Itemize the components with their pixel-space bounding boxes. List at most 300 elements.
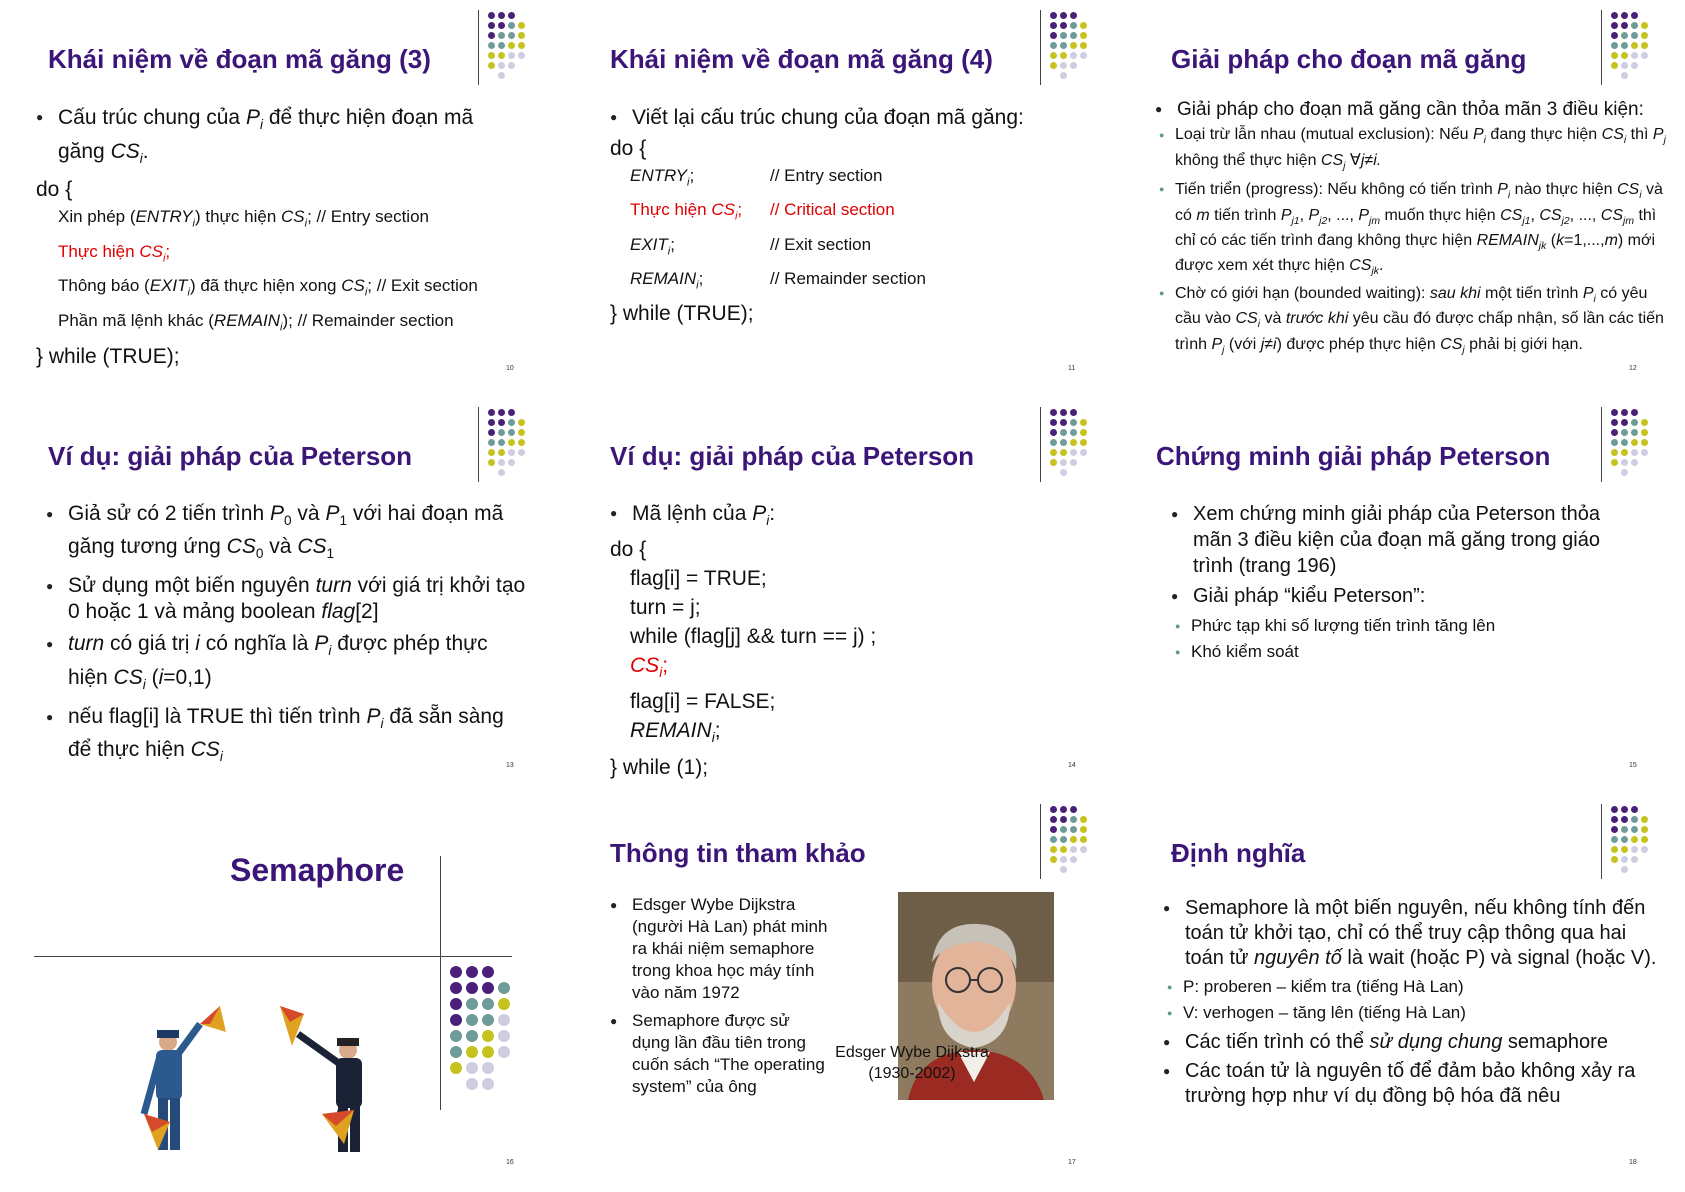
slide-body <box>1163 896 1663 1109</box>
dot <box>498 469 505 476</box>
dot <box>1080 439 1087 446</box>
sub-bullet: ● P: proberen – kiểm tra (tiếng Hà Lan) <box>1163 974 1663 1000</box>
bullet: ● Các tiến trình có thể sử dụng chung semaphore <box>1163 1030 1663 1055</box>
dot <box>1050 826 1057 833</box>
dot <box>488 12 495 19</box>
dot <box>1070 806 1077 813</box>
bullet: ● Semaphore được sử dụng lần đầu tiên trong cuốn sách “The operating system” của ông <box>610 1010 830 1098</box>
dot <box>1641 826 1648 833</box>
dot <box>1070 52 1077 59</box>
code-line: Thực hiện $CS_i$; // Critical section <box>630 200 895 223</box>
dot <box>1060 439 1067 446</box>
sailor-left-icon <box>144 1006 226 1150</box>
code-line: Thực hiện $CS_i$; <box>58 241 171 265</box>
bullet: ● Semaphore là một biến nguyên, nếu không tính đến toán tử khởi tạo, chỉ có thể truy cập thông qua hai toán tử nguyên tố là wait (hoặc P) và signal (hoặc V). <box>1163 896 1663 971</box>
code-line: $REMAIN_i$; <box>630 719 721 746</box>
sub-bullet: ● V: verhogen – tăng lên (tiếng Hà Lan) <box>1163 1000 1663 1026</box>
dot <box>1060 449 1067 456</box>
slide-10[interactable] <box>0 0 562 397</box>
dot <box>1621 866 1628 873</box>
dot <box>498 439 505 446</box>
dot <box>466 998 478 1010</box>
code-block <box>36 203 556 341</box>
dot <box>498 52 505 59</box>
slide-title: Ví dụ: giải pháp của Peterson <box>48 441 413 471</box>
caption-name: Edsger Wybe Dijkstra <box>835 1044 989 1061</box>
dot <box>488 62 495 69</box>
dot <box>1060 826 1067 833</box>
slide-18[interactable] <box>1123 794 1685 1191</box>
dot <box>1050 52 1057 59</box>
page-number: 14 <box>1068 762 1076 769</box>
dot <box>518 449 525 456</box>
divider <box>478 407 479 482</box>
code-line: do { <box>610 137 647 160</box>
dot <box>1080 449 1087 456</box>
divider <box>478 10 479 85</box>
dot <box>1611 836 1618 843</box>
sub-bullet: ● Loại trừ lẫn nhau (mutual exclusion): Nếu $P_i$ đang thực hiện $CS_i$ thì $P_j$ không thể thực hiện $CS_j$ ∀j≠i. <box>1155 125 1675 177</box>
slide-body <box>1155 98 1675 360</box>
dot <box>1050 429 1057 436</box>
dot <box>1060 846 1067 853</box>
dot <box>1050 856 1057 863</box>
dot <box>1621 419 1628 426</box>
dot <box>1050 12 1057 19</box>
dot <box>466 966 478 978</box>
dot <box>1060 459 1067 466</box>
dot <box>1060 42 1067 49</box>
dot <box>1641 449 1648 456</box>
dot <box>518 42 525 49</box>
dot <box>1060 419 1067 426</box>
page-number: 10 <box>506 365 514 372</box>
dot <box>1060 62 1067 69</box>
dot <box>508 449 515 456</box>
dot <box>488 439 495 446</box>
dot <box>1631 409 1638 416</box>
dot <box>1631 449 1638 456</box>
dot <box>1631 52 1638 59</box>
dot <box>1050 42 1057 49</box>
dot <box>1641 42 1648 49</box>
bullet: ● Cấu trúc chung của $P_i$ để thực hiện đoạn mã găng $CS_i$. <box>36 104 556 172</box>
dot <box>1070 826 1077 833</box>
dot <box>1621 409 1628 416</box>
dot <box>1621 449 1628 456</box>
bullet: ● Xem chứng minh giải pháp của Peterson thỏa mãn 3 điều kiện của đoạn mã găng trong giáo trình (trang 196) <box>1171 501 1611 579</box>
dot <box>450 1046 462 1058</box>
dot <box>1621 856 1628 863</box>
dot <box>1060 52 1067 59</box>
dot <box>1050 449 1057 456</box>
dot <box>482 966 494 978</box>
dot <box>1080 52 1087 59</box>
dot <box>1611 449 1618 456</box>
dot <box>1631 42 1638 49</box>
bullet: ● Các toán tử là nguyên tố để đảm bảo không xảy ra trường hợp như ví dụ đồng bộ hóa đã nêu <box>1163 1059 1663 1109</box>
dot <box>488 449 495 456</box>
slide-13[interactable] <box>0 397 562 794</box>
dot <box>1070 856 1077 863</box>
dot <box>1621 826 1628 833</box>
dot <box>1621 72 1628 79</box>
dot <box>488 419 495 426</box>
code-line: Thông báo $(EXIT_i)$ đã thực hiện xong $CS_i$; // Exit section <box>58 276 478 299</box>
dot <box>466 1046 478 1058</box>
dot <box>1070 816 1077 823</box>
dot <box>498 42 505 49</box>
dot <box>1050 846 1057 853</box>
dot <box>1060 469 1067 476</box>
slide-title: Semaphore <box>230 852 405 888</box>
code-line: } while (1); <box>610 755 709 779</box>
dot <box>1080 429 1087 436</box>
dot <box>1050 419 1057 426</box>
dot <box>508 32 515 39</box>
page-number: 13 <box>506 762 514 769</box>
slide-11[interactable] <box>562 0 1124 397</box>
dot <box>1070 459 1077 466</box>
dot <box>498 12 505 19</box>
dot <box>1621 32 1628 39</box>
dot <box>1050 459 1057 466</box>
code-line: do { <box>36 178 73 202</box>
dot <box>450 982 462 994</box>
divider <box>1040 407 1041 482</box>
divider <box>1040 804 1041 879</box>
dot <box>518 22 525 29</box>
sub-bullet: ● Khó kiểm soát <box>1171 639 1611 665</box>
dot <box>1050 22 1057 29</box>
dot <box>1050 816 1057 823</box>
dot <box>482 1046 494 1058</box>
dot <box>1631 836 1638 843</box>
dot <box>498 32 505 39</box>
dot <box>1631 62 1638 69</box>
dot <box>498 22 505 29</box>
dot <box>518 429 525 436</box>
dot <box>1621 806 1628 813</box>
dot <box>1080 22 1087 29</box>
dot <box>1631 429 1638 436</box>
dot <box>488 42 495 49</box>
dot <box>1050 836 1057 843</box>
code-line: $ENTRY_i$; // Entry section <box>630 166 883 189</box>
code-line: flag[i] = TRUE; <box>630 567 767 591</box>
dot <box>1621 22 1628 29</box>
dot <box>508 52 515 59</box>
dot <box>1611 816 1618 823</box>
dot <box>1611 52 1618 59</box>
slide-title: Chứng minh giải pháp Peterson <box>1156 441 1551 471</box>
slide-17[interactable] <box>562 794 1124 1191</box>
dot <box>1060 72 1067 79</box>
dot <box>1070 836 1077 843</box>
bullet: ● Viết lại cấu trúc chung của đoạn mã găng: <box>610 104 1110 131</box>
dot <box>498 429 505 436</box>
dot <box>498 72 505 79</box>
code-line: } while (TRUE); <box>610 301 754 325</box>
dot <box>1631 806 1638 813</box>
dot <box>498 62 505 69</box>
dot <box>1621 816 1628 823</box>
dot <box>498 409 505 416</box>
dot <box>508 419 515 426</box>
dot <box>1070 32 1077 39</box>
dot <box>1611 409 1618 416</box>
dot <box>1060 856 1067 863</box>
dot <box>450 1062 462 1074</box>
dot <box>1611 42 1618 49</box>
dot <box>1060 836 1067 843</box>
dot <box>1621 429 1628 436</box>
divider <box>1040 10 1041 85</box>
slide-16[interactable] <box>0 794 562 1191</box>
dot <box>1641 22 1648 29</box>
dot <box>508 409 515 416</box>
dot <box>450 966 462 978</box>
dot <box>1070 449 1077 456</box>
dot <box>1641 836 1648 843</box>
dot <box>508 439 515 446</box>
dot <box>1070 22 1077 29</box>
dot <box>450 998 462 1010</box>
dot <box>1050 439 1057 446</box>
slide-body <box>610 499 1090 782</box>
dot <box>482 1078 494 1090</box>
dot <box>498 449 505 456</box>
code-line: while (flag[j] && turn == j) ; <box>630 625 877 649</box>
dot <box>1080 419 1087 426</box>
code-line: turn = j; <box>630 596 701 620</box>
dot <box>450 1014 462 1026</box>
dot <box>1641 419 1648 426</box>
dot <box>488 52 495 59</box>
divider <box>1601 804 1602 879</box>
page-number: 12 <box>1629 365 1637 372</box>
code-line: do { <box>610 538 647 562</box>
dot <box>1621 836 1628 843</box>
dot <box>498 998 510 1010</box>
dot <box>1621 52 1628 59</box>
dot <box>1070 409 1077 416</box>
bullet: ● Giả sử có 2 tiến trình $P_0$ và $P_1$ với hai đoạn mã găng tương ứng $CS_0$ và $CS_1$ <box>46 501 526 567</box>
dot <box>1060 12 1067 19</box>
dot <box>518 419 525 426</box>
dot <box>1631 856 1638 863</box>
slide-body <box>610 104 1110 327</box>
dot <box>1611 826 1618 833</box>
dot <box>498 419 505 426</box>
dot <box>1611 439 1618 446</box>
dot <box>1050 62 1057 69</box>
dot <box>1621 846 1628 853</box>
flag-signalers-illustration <box>130 964 430 1184</box>
divider-horizontal <box>34 956 512 957</box>
dot <box>518 52 525 59</box>
code-line: $CS_i$; <box>630 654 669 681</box>
dot <box>518 32 525 39</box>
dot <box>482 1062 494 1074</box>
slide-title: Khái niệm về đoạn mã găng (4) <box>610 44 993 74</box>
dot <box>1631 459 1638 466</box>
dot <box>1611 806 1618 813</box>
dot <box>498 1030 510 1042</box>
dot <box>1060 816 1067 823</box>
code-line: Xin phép $(ENTRY_i)$ thực hiện $CS_i$; // Entry section <box>58 207 429 230</box>
code-line: } while (TRUE); <box>36 344 180 368</box>
dot <box>1060 22 1067 29</box>
bullet: ● Edsger Wybe Dijkstra (người Hà Lan) phát minh ra khái niệm semaphore trong khoa học máy tính vào năm 1972 <box>610 894 830 1004</box>
dot <box>1070 42 1077 49</box>
dot <box>508 429 515 436</box>
bullet: ● turn có giá trị i có nghĩa là $P_i$ được phép thực hiện $CS_i$ (i=0,1) <box>46 631 526 697</box>
slide-title: Khái niệm về đoạn mã găng (3) <box>48 44 431 74</box>
dot <box>508 42 515 49</box>
dot <box>1611 62 1618 69</box>
dot <box>1080 846 1087 853</box>
dot <box>482 982 494 994</box>
dot <box>1641 439 1648 446</box>
dot <box>1080 32 1087 39</box>
dot <box>1060 866 1067 873</box>
page-number: 15 <box>1629 762 1637 769</box>
dot <box>1641 816 1648 823</box>
dot <box>498 982 510 994</box>
dot <box>1621 42 1628 49</box>
dot <box>1611 459 1618 466</box>
dot <box>1641 846 1648 853</box>
dot <box>488 32 495 39</box>
divider <box>440 856 441 1110</box>
dot <box>482 998 494 1010</box>
slide-title: Định nghĩa <box>1171 838 1306 868</box>
dot <box>1050 409 1057 416</box>
dot <box>1621 469 1628 476</box>
dot <box>1070 62 1077 69</box>
sub-bullet: ● Tiến triển (progress): Nếu không có tiến trình $P_i$ nào thực hiện $CS_i$ và có m tiến trình $P_{j1}$, $P_{j2}$, ..., $P_{jm}$ muốn thực hiện $CS_{j1}$, $CS_{j2}$, ..., $CS_{jm}$ thì chỉ có các tiến trình đang không thực hiện $REMAIN_{jk}$ (k=1,...,m) mới được xem xét thực hiện $CS_{jk}$. <box>1155 180 1675 281</box>
dot <box>1080 836 1087 843</box>
page-number: 16 <box>506 1159 514 1166</box>
code-line: $REMAIN_i$; // Remainder section <box>630 269 926 292</box>
dot <box>498 1046 510 1058</box>
dot <box>498 1014 510 1026</box>
code-line: $EXIT_i$; // Exit section <box>630 234 872 258</box>
dot <box>466 1062 478 1074</box>
dot <box>466 1014 478 1026</box>
dot <box>1631 419 1638 426</box>
dot <box>488 429 495 436</box>
dot <box>482 1030 494 1042</box>
dot <box>482 1014 494 1026</box>
dot <box>1070 419 1077 426</box>
code-block <box>610 564 1090 752</box>
dot <box>1631 816 1638 823</box>
dot <box>508 12 515 19</box>
sub-bullet: ● Phức tạp khi số lượng tiến trình tăng lên <box>1171 613 1611 639</box>
dot <box>1631 439 1638 446</box>
dot <box>1080 826 1087 833</box>
slide-15[interactable] <box>1123 397 1685 794</box>
dot <box>1641 52 1648 59</box>
bullet: ● Mã lệnh của $P_i$: <box>610 499 1090 535</box>
code-line: Phần mã lệnh khác $(REMAIN_i)$; // Remainder section <box>58 310 454 333</box>
slide-body <box>46 501 526 770</box>
caption-years: (1930-2002) <box>868 1065 956 1082</box>
sub-bullet: ● Chờ có giới hạn (bounded waiting): sau khi một tiến trình $P_i$ có yêu cầu vào $CS_i$ và trước khi yêu cầu đó được chấp nhận, số lần các tiến trình $P_j$ (với j≠i) được phép thực hiện $CS_j$ phải bị giới hạn. <box>1155 284 1675 360</box>
dot <box>1631 846 1638 853</box>
dot <box>1611 856 1618 863</box>
slide-body <box>610 894 830 1098</box>
dot <box>1060 429 1067 436</box>
page-number: 18 <box>1629 1159 1637 1166</box>
dot <box>1060 806 1067 813</box>
dot <box>1070 429 1077 436</box>
dot <box>1080 42 1087 49</box>
dot <box>1611 429 1618 436</box>
dot <box>488 22 495 29</box>
dot <box>508 62 515 69</box>
dot <box>1611 32 1618 39</box>
dot <box>1611 22 1618 29</box>
dot <box>1611 419 1618 426</box>
dot <box>1050 32 1057 39</box>
bullet: ● Giải pháp cho đoạn mã găng cần thỏa mãn 3 điều kiện: <box>1155 98 1675 121</box>
dot <box>508 22 515 29</box>
dot <box>518 439 525 446</box>
dot <box>1050 806 1057 813</box>
dot <box>466 1078 478 1090</box>
slide-14[interactable] <box>562 397 1124 794</box>
dot <box>488 409 495 416</box>
dot <box>1070 439 1077 446</box>
divider <box>1601 407 1602 482</box>
bullet: ● Sử dụng một biến nguyên turn với giá trị khởi tạo 0 hoặc 1 và mảng boolean flag[2] <box>46 573 526 625</box>
slide-12[interactable] <box>1123 0 1685 397</box>
dot <box>1641 429 1648 436</box>
dot <box>1631 12 1638 19</box>
dot <box>1631 826 1638 833</box>
dot <box>450 1030 462 1042</box>
dot <box>1621 439 1628 446</box>
dot <box>1060 409 1067 416</box>
portrait-caption <box>812 1042 1012 1084</box>
dot <box>1631 22 1638 29</box>
page-number: 17 <box>1068 1159 1076 1166</box>
dot <box>1060 32 1067 39</box>
bullet: ● nếu flag[i] là TRUE thì tiến trình $P_i$ đã sẵn sàng để thực hiện $CS_i$ <box>46 704 526 770</box>
code-block <box>610 162 1110 300</box>
dot <box>1641 32 1648 39</box>
dot <box>508 459 515 466</box>
slide-title: Giải pháp cho đoạn mã găng <box>1171 44 1527 74</box>
slide-title: Thông tin tham khảo <box>610 838 866 868</box>
bullet: ● Giải pháp “kiểu Peterson”: <box>1171 583 1611 609</box>
dot <box>1080 816 1087 823</box>
slide-title: Ví dụ: giải pháp của Peterson <box>610 441 975 471</box>
slide-body <box>1171 501 1611 665</box>
dot <box>1621 62 1628 69</box>
dot <box>1621 12 1628 19</box>
dot <box>1631 32 1638 39</box>
dot <box>1621 459 1628 466</box>
code-line: flag[i] = FALSE; <box>630 690 776 714</box>
slide-body <box>36 104 556 370</box>
dot <box>488 459 495 466</box>
dot <box>498 459 505 466</box>
divider <box>1601 10 1602 85</box>
